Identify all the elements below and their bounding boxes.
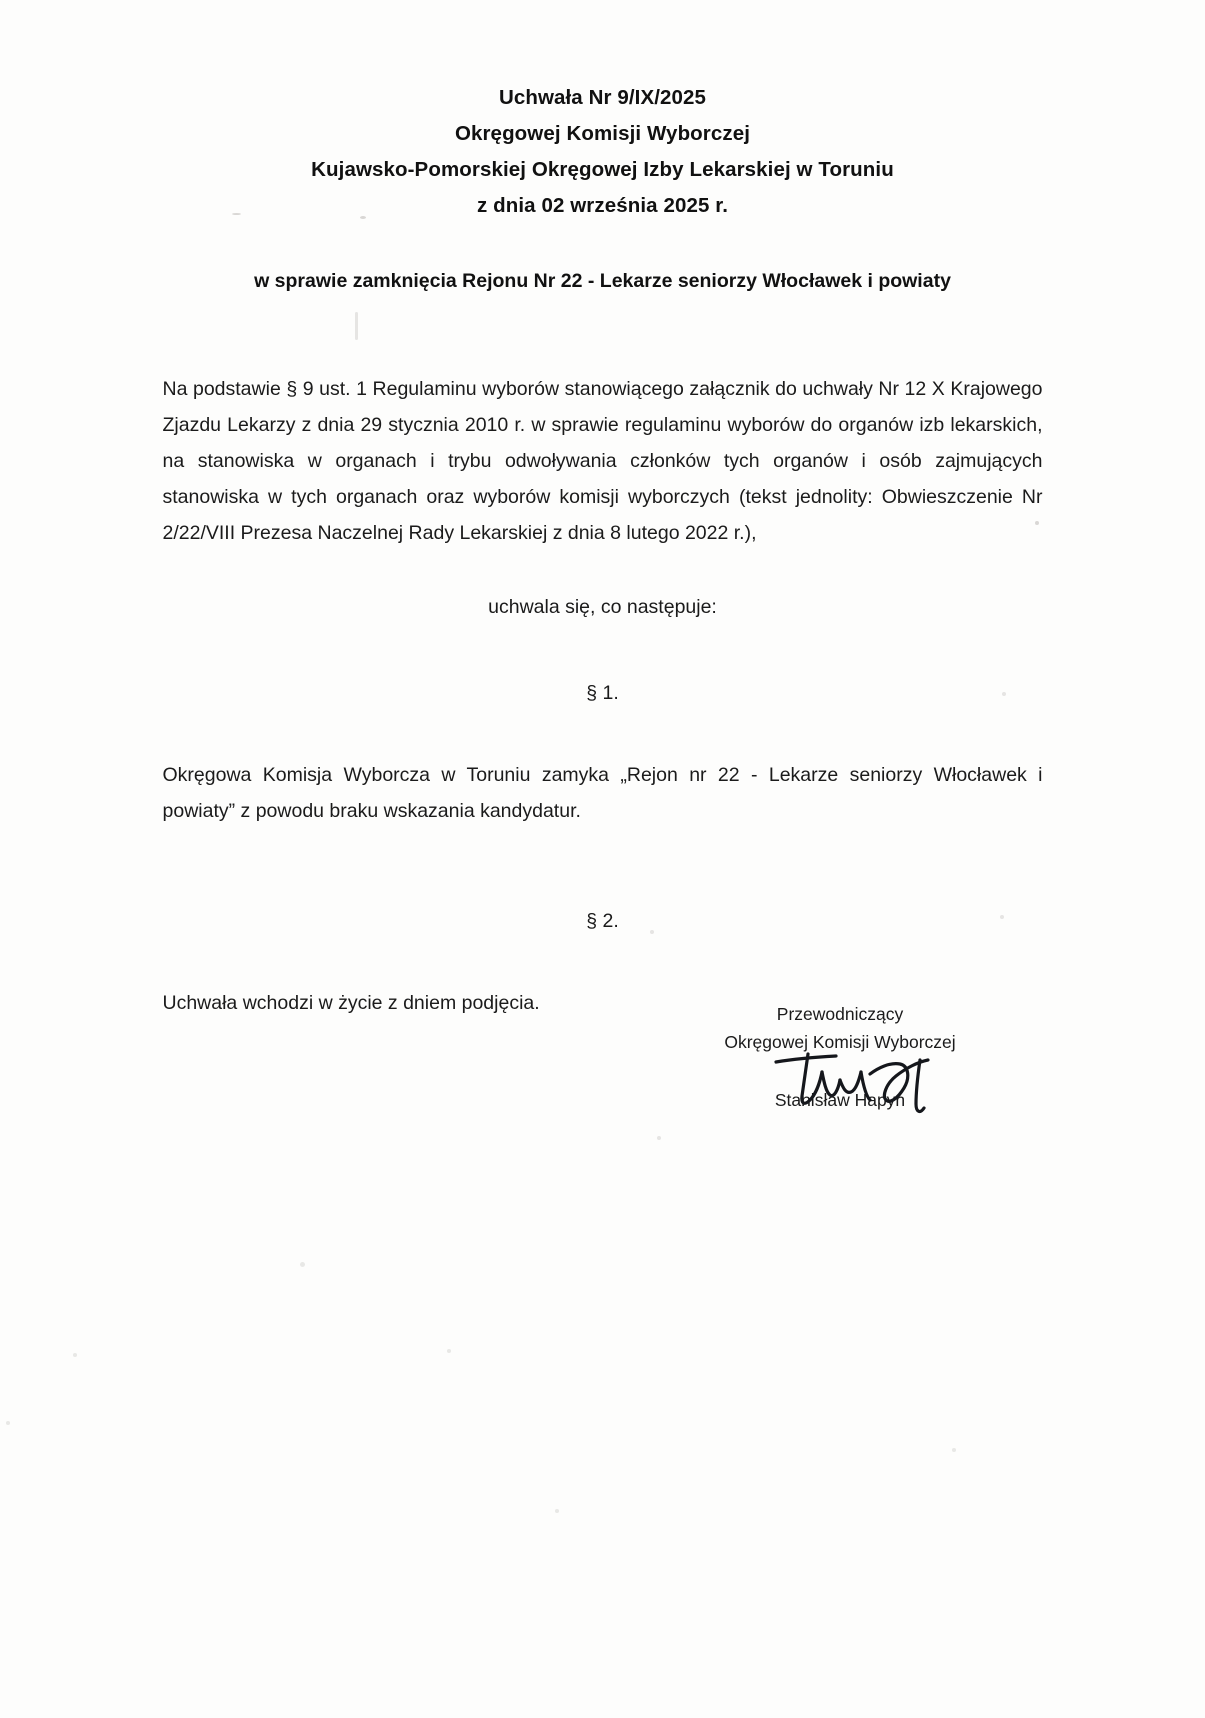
document-title-block (0, 80, 1205, 224)
scan-speckle (300, 1262, 305, 1267)
signature-role-line-1: Przewodniczący (776, 1004, 904, 1024)
title-line-1: Uchwała Nr 9/IX/2025 (498, 86, 707, 109)
resolves-line: uchwala się, co następuje: (488, 596, 717, 618)
section-2-text: Uchwała wchodzi w życie z dniem podjęcia. (162, 992, 540, 1014)
section-1-label: § 1. (586, 682, 619, 704)
scan-speckle (6, 1421, 10, 1425)
scan-speckle (952, 1448, 956, 1452)
signature-block (640, 1000, 1040, 1114)
scan-speckle (657, 1136, 661, 1140)
title-line-2: Okręgowej Komisji Wyborczej (454, 122, 751, 145)
section-2-label: § 2. (586, 910, 619, 932)
signature-role-line-2: Okręgowej Komisji Wyborczej (724, 1032, 956, 1052)
scan-speckle (555, 1509, 559, 1513)
scan-speckle (447, 1349, 451, 1353)
title-line-4: z dnia 02 września 2025 r. (476, 194, 728, 217)
signature-name: Stanisław Hapyn (774, 1090, 906, 1110)
scan-speckle (73, 1353, 77, 1357)
title-line-3: Kujawsko-Pomorskiej Okręgowej Izby Lekarskiej w Toruniu (311, 158, 894, 181)
document-subject: w sprawie zamknięcia Rejonu Nr 22 - Lekarze seniorzy Włocławek i powiaty (254, 270, 951, 292)
preamble-paragraph: Na podstawie § 9 ust. 1 Regulaminu wyborów stanowiącego załącznik do uchwały Nr 12 X Krajowego Zjazdu Lekarzy z dnia 29 stycznia 2010 r. w sprawie regulaminu wyborów do organów izb lekarskich, na stanowiska w organach i trybu odwoływania członków tych organów i osób zajmujących stanowiska w tych organach oraz wyborów komisji wyborczych (tekst jednolity: Obwieszczenie Nr 2/22/VIII Prezesa Naczelnej Rady Lekarskiej z dnia 8 lutego 2022 r.), (162, 378, 1043, 544)
section-1-text: Okręgowa Komisja Wyborcza w Toruniu zamyka „Rejon nr 22 - Lekarze seniorzy Włocławek i powiaty” z powodu braku wskazania kandydatur. (162, 764, 1043, 822)
